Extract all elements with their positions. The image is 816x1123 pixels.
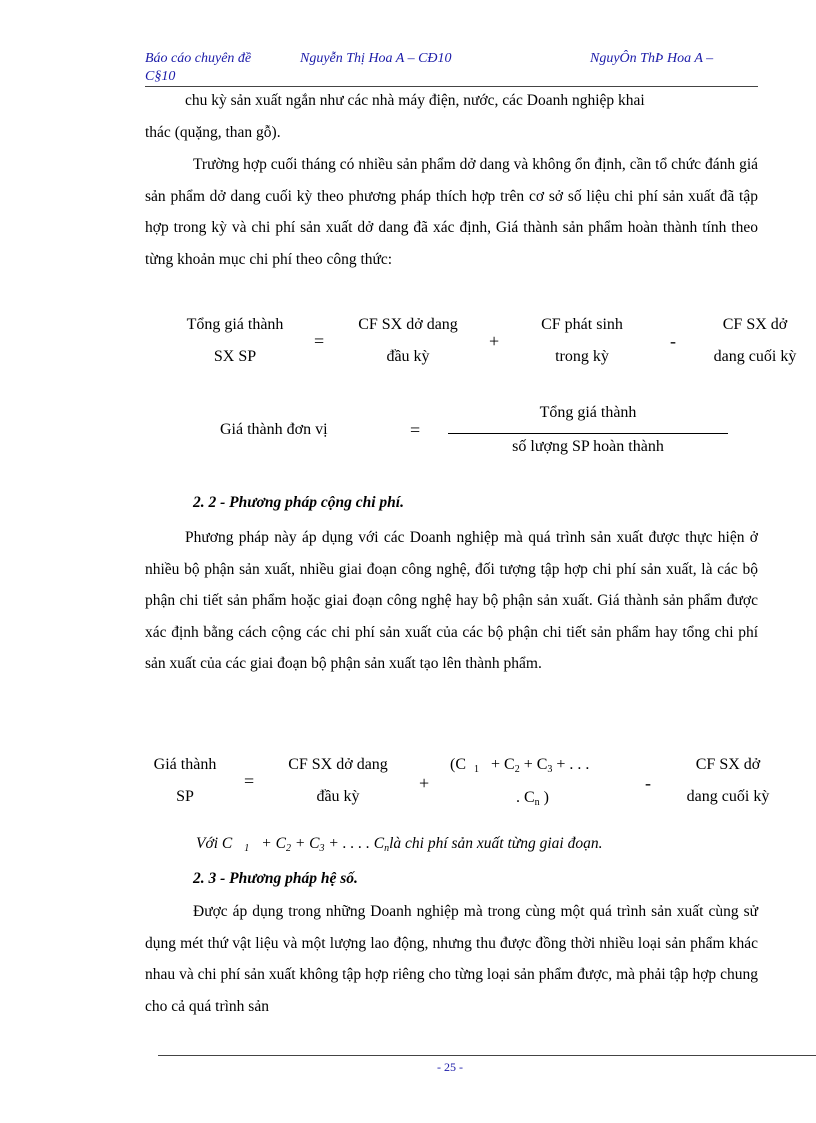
formula2-equals: =: [410, 420, 421, 440]
formula1-minus: -: [670, 331, 676, 351]
paragraph-text: Phương pháp này áp dụng với các Doanh nghiệp mà quá trình sản xuất được thực hiện ở nhiều bộ phận sản xuất, nhiều giai đoạn công nghệ, đối tượng tập hợp chi phí sản xuất, là các bộ phận chi tiết sản phẩm hoặc giai đoạn công nghệ hay bộ phận sản xuất. Giá thành sản phẩm được xác định bằng cách cộng các chi phí sản xuất của các bộ phận chi tiết sản phẩm hay tổng chi phí sản xuất của các giai đoạn bộ phận sản xuất tạo lên thành phẩm.: [145, 529, 758, 672]
paragraph-text: Trường hợp cuối tháng có nhiều sản phẩm dở dang và không ổn định, cần tổ chức đánh giá sản phẩm dở dang cuối kỳ theo phương pháp thích hợp trên cơ sở số liệu chi phí sản xuất đã tập hợp trong kỳ và chi phí sản xuất dở dang đã xác định, Giá thành sản phẩm hoàn thành tính theo từng khoản mục chi phí theo công thức:: [145, 156, 758, 268]
formula1-lhs-line1: Tổng giá thành: [186, 316, 284, 333]
paragraph-line: thác (quặng, than gỗ).: [145, 123, 281, 141]
formula1-term3-line1: CF SX dở: [722, 316, 788, 333]
subscript-1: 1: [474, 764, 479, 775]
note-tail: là chi phí sản xuất từng giai đoạn.: [389, 835, 603, 852]
formula3-term3-line1: CF SX dở: [695, 756, 761, 773]
formula-note: [196, 835, 602, 854]
footer-rule: [158, 1055, 816, 1056]
paragraph-cost-summation: [145, 522, 758, 680]
header-title: Báo cáo chuyên đề: [145, 51, 252, 66]
page-number: - 25 -: [437, 1060, 463, 1074]
formula1-term-closing: [695, 309, 815, 373]
subscript-2: 2: [285, 843, 291, 854]
sum-dot-c: . C: [516, 789, 535, 806]
formula3-sum-line2: [516, 782, 549, 819]
header-class: C§10: [145, 69, 176, 84]
formula3-term1-line1: CF SX dở dang: [288, 756, 388, 773]
formula1-plus: +: [489, 331, 500, 351]
formula3-term-closing: [668, 749, 788, 813]
paragraph-continuation: [145, 85, 758, 148]
header-author: Nguyễn Thị Hoa A – CĐ10: [300, 51, 452, 66]
sum-plus-c: + C: [523, 756, 548, 773]
note-dots: + . . . . C: [328, 835, 385, 852]
formula3-lhs-line2: SP: [176, 788, 194, 805]
sum-close: ): [543, 789, 549, 806]
subscript-n: n: [384, 843, 390, 854]
formula2-numerator: Tổng giá thành: [539, 404, 637, 421]
formula3-plus: +: [419, 773, 430, 793]
formula2-denominator: số lượng SP hoàn thành: [512, 438, 664, 455]
paragraph-line: chu kỳ sản xuất ngắn như các nhà máy điện, nước, các Doanh nghiệp khai: [185, 92, 645, 109]
note-with-c: Với C: [196, 835, 233, 852]
formula1-term2-line2: trong kỳ: [555, 348, 609, 365]
formula1-term2-line1: CF phát sinh: [541, 316, 623, 333]
formula3-term3-line2: dang cuối kỳ: [686, 788, 770, 805]
section-heading-2-2: 2. 2 - Phương pháp cộng chi phí.: [193, 494, 404, 511]
note-plus-c: + C: [261, 835, 286, 852]
paragraph-wip-evaluation: [145, 149, 758, 275]
subscript-n: n: [534, 797, 540, 808]
formula3-equals: =: [244, 771, 255, 791]
formula1-lhs-line2: SX SP: [213, 348, 257, 365]
formula3-minus: -: [645, 773, 651, 793]
paragraph-coefficient-method: [145, 896, 758, 1022]
subscript-1: 1: [244, 843, 250, 854]
sum-plus-c: + C: [491, 756, 515, 773]
formula3-term-opening: [268, 749, 408, 813]
formula3-lhs: [140, 749, 230, 813]
formula1-term-opening: [338, 309, 478, 373]
subscript-3: 3: [319, 843, 325, 854]
sum-open: (C: [450, 756, 466, 773]
sum-dots: + . . .: [556, 756, 590, 773]
formula1-term-incurred: [522, 309, 642, 373]
formula3-term1-line2: đầu kỳ: [316, 788, 360, 805]
formula3-sum-line1: [450, 749, 589, 786]
formula1-term3-line2: dang cuối kỳ: [713, 348, 797, 365]
formula1-term1-line1: CF SX dở dang: [358, 316, 458, 333]
header-author-encoded: NguyÔn ThÞ Hoa A –: [590, 51, 714, 66]
paragraph-text: Được áp dụng trong những Doanh nghiệp mà trong cùng một quá trình sản xuất cùng sử dụng mét thứ vật liệu và một lượng lao động, nhưng thu được đồng thời nhiều loại sản phẩm khác nhau và chi phí sản xuất không tập hợp riêng cho từng loại sản phẩm được, mà phải tập hợp chung cho cả quá trình sản: [145, 903, 758, 1015]
formula3-lhs-line1: Giá thành: [153, 756, 217, 773]
section-heading-2-3: 2. 3 - Phương pháp hệ số.: [193, 870, 358, 887]
formula1-equals: =: [314, 331, 325, 351]
formula1-lhs: [160, 309, 310, 373]
formula2-lhs: Giá thành đơn vị: [220, 421, 328, 438]
subscript-3: 3: [547, 764, 553, 775]
note-plus-c: + C: [294, 835, 320, 852]
formula1-term1-line2: đầu kỳ: [386, 348, 430, 365]
subscript-2: 2: [514, 764, 520, 775]
